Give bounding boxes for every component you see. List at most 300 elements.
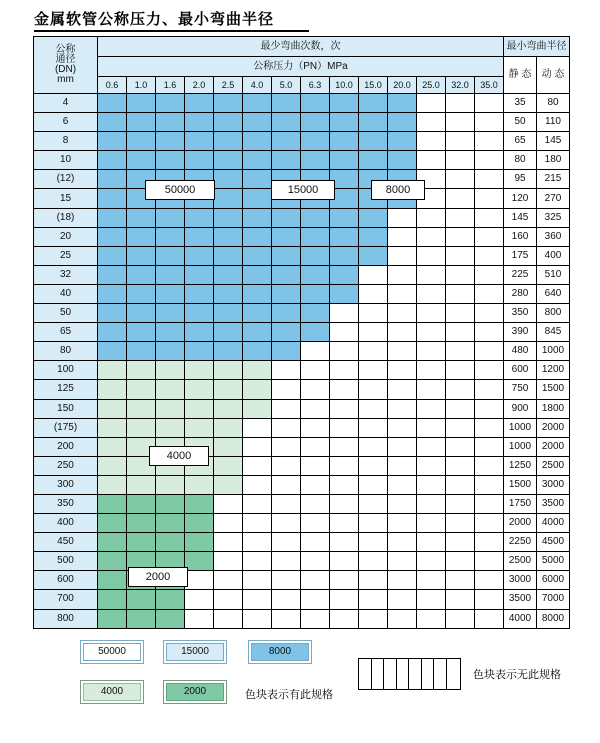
cell-r13-c8 [330,342,359,361]
cell-r6-c10 [388,208,417,227]
row-static: 2500 [504,552,537,571]
cell-r20-c13 [475,475,504,494]
cell-r18-c8 [330,437,359,456]
cell-r9-c2 [156,265,185,284]
cell-r8-c10 [388,246,417,265]
legend-label-4000: 4000 [83,683,141,701]
cell-r0-c7 [301,94,330,113]
cell-r17-c3 [185,418,214,437]
cell-r22-c0 [98,514,127,533]
cell-r24-c4 [214,552,243,571]
row-dynamic: 8000 [537,609,570,628]
cell-r22-c6 [272,514,301,533]
cell-r20-c9 [359,475,388,494]
cell-r23-c0 [98,533,127,552]
cell-r3-c10 [388,151,417,170]
row-dn: 300 [34,475,98,494]
header-dn: 公称 通径 (DN) mm [34,37,98,94]
row-dynamic: 1000 [537,342,570,361]
cell-r3-c11 [417,151,446,170]
legend [33,636,573,726]
row-dn: 350 [34,494,98,513]
cell-r20-c5 [243,475,272,494]
row-static: 120 [504,189,537,208]
cell-r26-c12 [446,590,475,609]
cell-r5-c4 [214,189,243,208]
row-dn: 6 [34,113,98,132]
cell-r22-c2 [156,514,185,533]
cell-r23-c13 [475,533,504,552]
cell-r1-c9 [359,113,388,132]
row-static: 4000 [504,609,537,628]
cell-r26-c2 [156,590,185,609]
cell-r26-c13 [475,590,504,609]
row-dn: 200 [34,437,98,456]
cell-r20-c6 [272,475,301,494]
cell-r24-c7 [301,552,330,571]
cell-r13-c10 [388,342,417,361]
cell-r17-c1 [127,418,156,437]
row-static: 1750 [504,494,537,513]
cell-r27-c7 [301,609,330,628]
header-pn-9: 15.0 [359,77,388,94]
cell-r16-c5 [243,399,272,418]
cell-r26-c11 [417,590,446,609]
cell-r27-c10 [388,609,417,628]
cell-r9-c9 [359,265,388,284]
cell-r10-c12 [446,284,475,303]
cell-r21-c9 [359,494,388,513]
cell-r0-c5 [243,94,272,113]
cell-r3-c6 [272,151,301,170]
row-static: 225 [504,265,537,284]
legend-grid-swatch [358,658,461,690]
cell-r22-c4 [214,514,243,533]
cell-r2-c8 [330,132,359,151]
cell-r13-c0 [98,342,127,361]
cell-r25-c5 [243,571,272,590]
cell-r13-c13 [475,342,504,361]
table-row [34,514,570,533]
cell-r27-c11 [417,609,446,628]
legend-label-2000: 2000 [166,683,224,701]
cell-r26-c1 [127,590,156,609]
cell-r20-c11 [417,475,446,494]
cell-r11-c11 [417,304,446,323]
cell-r15-c5 [243,380,272,399]
cell-r24-c13 [475,552,504,571]
table-row [34,94,570,113]
spec-table [33,36,570,629]
cell-r11-c6 [272,304,301,323]
table-row [34,151,570,170]
cell-r0-c12 [446,94,475,113]
cell-r17-c4 [214,418,243,437]
cell-r18-c6 [272,437,301,456]
row-dn: 40 [34,284,98,303]
cell-r9-c6 [272,265,301,284]
cell-r17-c6 [272,418,301,437]
header-pn-4: 2.5 [214,77,243,94]
cell-r25-c3 [185,571,214,590]
cell-r8-c13 [475,246,504,265]
row-dn: 400 [34,514,98,533]
header-pn-10: 20.0 [388,77,417,94]
cell-r26-c10 [388,590,417,609]
header-static: 静 态 [504,57,537,94]
cell-r22-c3 [185,514,214,533]
cell-r0-c0 [98,94,127,113]
cell-r21-c0 [98,494,127,513]
table-row [34,590,570,609]
cell-r6-c0 [98,208,127,227]
cell-r10-c1 [127,284,156,303]
cell-r8-c2 [156,246,185,265]
cell-r11-c3 [185,304,214,323]
cell-r12-c0 [98,323,127,342]
cell-r21-c1 [127,494,156,513]
header-pn-3: 2.0 [185,77,214,94]
cell-r7-c12 [446,227,475,246]
cell-r14-c1 [127,361,156,380]
cell-r25-c11 [417,571,446,590]
cell-r20-c10 [388,475,417,494]
cell-r12-c5 [243,323,272,342]
cell-r15-c7 [301,380,330,399]
cell-r4-c5 [243,170,272,189]
cell-r9-c11 [417,265,446,284]
cell-r27-c4 [214,609,243,628]
row-static: 900 [504,399,537,418]
cell-r14-c2 [156,361,185,380]
row-dynamic: 1500 [537,380,570,399]
cell-r7-c3 [185,227,214,246]
cell-r20-c0 [98,475,127,494]
cell-r5-c12 [446,189,475,208]
cell-r8-c1 [127,246,156,265]
cell-r9-c12 [446,265,475,284]
row-static: 35 [504,94,537,113]
cell-r10-c5 [243,284,272,303]
legend-color-note: 色块表示有此规格 [245,689,333,701]
cell-r15-c13 [475,380,504,399]
cell-r20-c2 [156,475,185,494]
cell-r25-c6 [272,571,301,590]
cell-r10-c2 [156,284,185,303]
header-pn-6: 5.0 [272,77,301,94]
cell-r8-c3 [185,246,214,265]
cell-r16-c3 [185,399,214,418]
cell-r25-c0 [98,571,127,590]
cell-r17-c2 [156,418,185,437]
cell-r14-c11 [417,361,446,380]
cell-r11-c9 [359,304,388,323]
row-static: 280 [504,284,537,303]
cell-r14-c4 [214,361,243,380]
row-dynamic: 325 [537,208,570,227]
cell-r5-c13 [475,189,504,208]
cell-r1-c3 [185,113,214,132]
cell-r10-c7 [301,284,330,303]
cell-r8-c4 [214,246,243,265]
cell-r18-c4 [214,437,243,456]
cell-r4-c4 [214,170,243,189]
cell-r15-c4 [214,380,243,399]
cell-r6-c4 [214,208,243,227]
cell-r22-c11 [417,514,446,533]
cell-r18-c12 [446,437,475,456]
row-dynamic: 510 [537,265,570,284]
cell-r1-c4 [214,113,243,132]
cell-r19-c8 [330,456,359,475]
row-dn: 65 [34,323,98,342]
cell-r15-c1 [127,380,156,399]
cell-r14-c3 [185,361,214,380]
cell-r10-c6 [272,284,301,303]
cell-r12-c2 [156,323,185,342]
cell-r21-c11 [417,494,446,513]
cell-r14-c6 [272,361,301,380]
cell-r3-c1 [127,151,156,170]
cell-r24-c5 [243,552,272,571]
cell-r25-c8 [330,571,359,590]
row-dn: 500 [34,552,98,571]
overlay-label-4000: 4000 [149,446,209,466]
cell-r23-c9 [359,533,388,552]
cell-r0-c1 [127,94,156,113]
cell-r15-c9 [359,380,388,399]
cell-r10-c3 [185,284,214,303]
cell-r8-c12 [446,246,475,265]
row-static: 175 [504,246,537,265]
table-row [34,609,570,628]
cell-r0-c3 [185,94,214,113]
cell-r17-c8 [330,418,359,437]
header-dynamic: 动 态 [537,57,570,94]
legend-box-2000 [163,680,227,704]
cell-r25-c9 [359,571,388,590]
cell-r21-c6 [272,494,301,513]
cell-r14-c0 [98,361,127,380]
cell-r19-c7 [301,456,330,475]
cell-r9-c4 [214,265,243,284]
cell-r27-c0 [98,609,127,628]
cell-r13-c9 [359,342,388,361]
cell-r6-c1 [127,208,156,227]
row-dynamic: 4500 [537,533,570,552]
cell-r9-c8 [330,265,359,284]
cell-r24-c3 [185,552,214,571]
cell-r1-c8 [330,113,359,132]
cell-r2-c0 [98,132,127,151]
cell-r27-c1 [127,609,156,628]
cell-r22-c8 [330,514,359,533]
cell-r2-c11 [417,132,446,151]
cell-r2-c4 [214,132,243,151]
cell-r18-c7 [301,437,330,456]
cell-r23-c8 [330,533,359,552]
cell-r22-c10 [388,514,417,533]
cell-r21-c5 [243,494,272,513]
cell-r6-c12 [446,208,475,227]
cell-r21-c8 [330,494,359,513]
cell-r7-c9 [359,227,388,246]
cell-r12-c8 [330,323,359,342]
cell-r18-c9 [359,437,388,456]
table-row [34,113,570,132]
row-dynamic: 3000 [537,475,570,494]
table-row [34,246,570,265]
cell-r15-c8 [330,380,359,399]
row-static: 160 [504,227,537,246]
cell-r3-c7 [301,151,330,170]
table-row [34,342,570,361]
row-dynamic: 2000 [537,437,570,456]
cell-r8-c5 [243,246,272,265]
cell-r23-c11 [417,533,446,552]
cell-r0-c2 [156,94,185,113]
cell-r15-c6 [272,380,301,399]
cell-r21-c10 [388,494,417,513]
header-pn-1: 1.0 [127,77,156,94]
cell-r13-c1 [127,342,156,361]
cell-r25-c4 [214,571,243,590]
cell-r6-c5 [243,208,272,227]
cell-r12-c12 [446,323,475,342]
cell-r11-c0 [98,304,127,323]
cell-r14-c10 [388,361,417,380]
cell-r22-c7 [301,514,330,533]
row-static: 3000 [504,571,537,590]
cell-r17-c12 [446,418,475,437]
cell-r0-c11 [417,94,446,113]
row-static: 1000 [504,418,537,437]
cell-r7-c5 [243,227,272,246]
cell-r0-c8 [330,94,359,113]
cell-r13-c11 [417,342,446,361]
overlay-label-15000: 15000 [271,180,335,200]
header-pressure: 公称压力（PN）MPa [98,57,504,77]
table-row [34,552,570,571]
cell-r16-c8 [330,399,359,418]
cell-r13-c12 [446,342,475,361]
cell-r3-c3 [185,151,214,170]
cell-r2-c3 [185,132,214,151]
row-static: 1500 [504,475,537,494]
cell-r16-c13 [475,399,504,418]
cell-r1-c13 [475,113,504,132]
cell-r19-c10 [388,456,417,475]
cell-r16-c1 [127,399,156,418]
cell-r11-c5 [243,304,272,323]
row-dn: 32 [34,265,98,284]
row-dn: 250 [34,456,98,475]
cell-r27-c6 [272,609,301,628]
cell-r16-c6 [272,399,301,418]
row-dn: 800 [34,609,98,628]
cell-r9-c13 [475,265,504,284]
row-static: 1250 [504,456,537,475]
cell-r1-c5 [243,113,272,132]
cell-r6-c8 [330,208,359,227]
cell-r24-c9 [359,552,388,571]
cell-r12-c7 [301,323,330,342]
cell-r2-c7 [301,132,330,151]
table-row [34,265,570,284]
cell-r24-c12 [446,552,475,571]
row-static: 390 [504,323,537,342]
cell-r2-c1 [127,132,156,151]
cell-r9-c5 [243,265,272,284]
row-dynamic: 360 [537,227,570,246]
cell-r2-c5 [243,132,272,151]
cell-r10-c10 [388,284,417,303]
row-dn: 150 [34,399,98,418]
cell-r11-c13 [475,304,504,323]
cell-r0-c9 [359,94,388,113]
row-dn: 50 [34,304,98,323]
cell-r3-c0 [98,151,127,170]
cell-r3-c4 [214,151,243,170]
row-dynamic: 4000 [537,514,570,533]
cell-r26-c4 [214,590,243,609]
legend-grid-note: 色块表示无此规格 [473,669,561,681]
table-row [34,418,570,437]
header-pn-2: 1.6 [156,77,185,94]
cell-r3-c5 [243,151,272,170]
cell-r10-c8 [330,284,359,303]
cell-r20-c7 [301,475,330,494]
header-pn-13: 35.0 [475,77,504,94]
cell-r18-c10 [388,437,417,456]
row-dn: 600 [34,571,98,590]
cell-r16-c10 [388,399,417,418]
cell-r7-c8 [330,227,359,246]
cell-r24-c0 [98,552,127,571]
cell-r12-c10 [388,323,417,342]
cell-r6-c7 [301,208,330,227]
cell-r13-c7 [301,342,330,361]
row-dn: 20 [34,227,98,246]
row-dynamic: 180 [537,151,570,170]
cell-r16-c7 [301,399,330,418]
cell-r7-c7 [301,227,330,246]
cell-r6-c3 [185,208,214,227]
cell-r20-c4 [214,475,243,494]
cell-r10-c0 [98,284,127,303]
cell-r2-c9 [359,132,388,151]
cell-r19-c12 [446,456,475,475]
legend-label-50000: 50000 [83,643,141,661]
cell-r18-c5 [243,437,272,456]
cell-r13-c4 [214,342,243,361]
table-row [34,533,570,552]
cell-r23-c7 [301,533,330,552]
cell-r18-c13 [475,437,504,456]
row-static: 80 [504,151,537,170]
header-pn-12: 32.0 [446,77,475,94]
cell-r12-c4 [214,323,243,342]
cell-r19-c5 [243,456,272,475]
row-dn: 450 [34,533,98,552]
cell-r12-c11 [417,323,446,342]
cell-r3-c12 [446,151,475,170]
cell-r2-c2 [156,132,185,151]
cell-r19-c4 [214,456,243,475]
legend-label-15000: 15000 [166,643,224,661]
cell-r8-c8 [330,246,359,265]
row-static: 350 [504,304,537,323]
